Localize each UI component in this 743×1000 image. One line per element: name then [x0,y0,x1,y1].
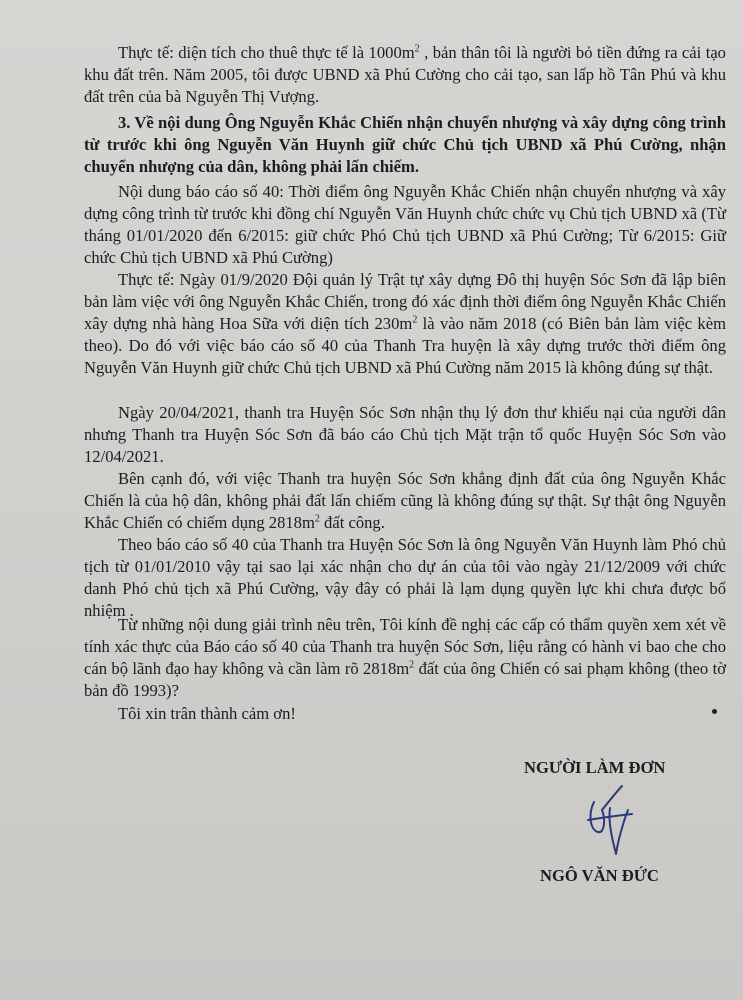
paragraph-request [84,614,726,702]
superscript: 2 [314,513,320,525]
superscript: 2 [412,314,418,326]
paragraph-text: đất công. [319,513,385,532]
paragraph-report-40: Nội dung báo cáo số 40: Thời điểm ông Nguyễn Khắc Chiến nhận chuyển nhượng và xây dựng công trình từ trước khi đồng chí Nguyễn Văn Huynh chức chức vụ Chủ tịch UBND xã (Từ tháng 01/01/2020 đến 6/2015: giữ chức Phó Chủ tịch UBND xã Phú Cường; Từ 6/2015: Giữ chức Chủ tịch UBND xã Phú Cường) [84,182,726,267]
paragraph-land-occupation [84,468,726,534]
closing-line: Tôi xin trân thành cảm ơn! [118,704,296,723]
ink-dot [712,709,717,714]
paragraph-text: đất của ông Chiến có sai phạm không (theo tờ bản đồ 1993)? [84,659,726,700]
paragraph-text: là vào năm 2018 (có Biên bản làm việc kèm theo). Do đó với việc báo cáo số 40 của Thanh Tra huyện là xây dựng trước thời điểm ông Nguyễn Văn Huynh giữ chức Chủ tịch UBND xã Phú Cường năm 2015 là không đúng sự thật. [84,314,726,377]
paragraph-text: Từ những nội dung giải trình nêu trên, Tôi kính đề nghị các cấp có thẩm quyền xem xét về tính xác thực của Báo cáo số 40 của Thanh tra huyện Sóc Sơn, liệu rằng có hành vi bao che cho cán bộ lãnh đạo hay không và cần làm rõ 2818m [84,615,726,678]
signer-title: NGƯỜI LÀM ĐƠN [524,758,666,777]
paragraph-rental-area [84,42,726,108]
paragraph-text: , bản thân tôi là người bỏ tiền đứng ra cải tạo khu đất trên. Năm 2005, tôi được UBND xã Phú Cường cho cải tạo, san lấp hồ Tân Phú và khu đất trên của bà Nguyễn Thị Vượng. [84,43,726,106]
paragraph-text: Thực tế: diện tích cho thuê thực tế là 1000m [118,43,415,62]
paragraph-vice-chairman: Theo báo cáo số 40 của Thanh tra Huyện Sóc Sơn là ông Nguyễn Văn Huynh làm Phó chủ tịch từ 01/01/2010 vậy tại sao lại xác nhận cho dự án của tôi vào ngày 21/12/2009 với chức danh Phó chủ tịch xã Phú Cường, vậy đây có phải là lạm dụng quyền lực khi chưa được bổ nhiệm . [84,535,726,620]
paragraph-text: Thực tế: Ngày 01/9/2020 Đội quản lý Trật tự xây dựng Đô thị huyện Sóc Sơn đã lập biên bản làm việc với ông Nguyễn Khắc Chiến, trong đó xác định thời điểm ông Nguyễn Khắc Chiến xây dựng nhà hàng Hoa Sữa với diện tích 230m [84,270,726,333]
signer-name: NGÔ VĂN ĐỨC [540,866,659,885]
paragraph-complaint-date: Ngày 20/04/2021, thanh tra Huyện Sóc Sơn nhận thụ lý đơn thư khiếu nại của người dân nhưng Thanh tra Huyện Sóc Sơn đã báo cáo Chủ tịch Mặt trận tổ quốc Huyện Sóc Sơn vào 12/04/2021. [84,403,726,466]
handwritten-signature [580,780,640,860]
paragraph-text: Bên cạnh đó, với việc Thanh tra huyện Sóc Sơn khẳng định đất của ông Nguyễn Khắc Chiến là của hộ dân, không phải đất lấn chiếm cũng là không đúng sự thật. Sự thật ông Nguyễn Khắc Chiến có chiếm dụng 2818m [84,469,726,532]
section-heading-3: 3. Về nội dung Ông Nguyễn Khắc Chiến nhận chuyển nhượng và xây dựng công trình từ trước khi ông Nguyễn Văn Huynh giữ chức Chủ tịch UBND xã Phú Cường, nhận chuyển nhượng của dân, không phải lấn chiếm. [84,113,726,176]
superscript: 2 [414,43,420,55]
paragraph-reality-construction [84,269,726,379]
superscript: 2 [409,659,415,671]
